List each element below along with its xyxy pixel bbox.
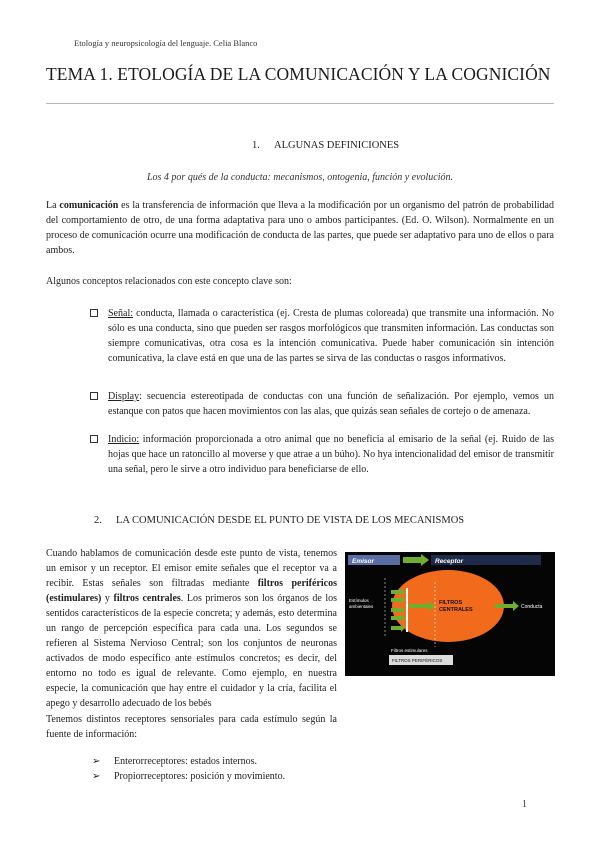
list-item-text: Enterorreceptores: estados internos. <box>114 756 258 767</box>
behaviour-label: Conducta <box>521 604 543 610</box>
central-filters-label-2: CENTRALES <box>439 607 473 613</box>
arrowhead-icon: ➢ <box>92 756 101 767</box>
section-1-number: 1. <box>252 140 260 151</box>
section-1-subtitle: Los 4 por qués de la conducta: mecanismos, ontogenia, función y evolución. <box>146 172 454 183</box>
para1-bold: comunicación <box>59 200 119 211</box>
page-title: TEMA 1. ETOLOGÍA DE LA COMUNICACIÓN Y LA COGNICIÓN <box>46 64 551 84</box>
central-filters-label-1: FILTROS <box>439 600 463 606</box>
running-header: Etología y neuropsicología del lenguaje. Celia Blanco <box>74 38 258 48</box>
checkbox-icon <box>90 392 98 400</box>
stimulus-filters-label: Filtros estimulares <box>391 648 428 653</box>
receptors-intro: Tenemos distintos receptores sensoriales para cada estímulo según la fuente de información: <box>46 714 337 740</box>
para1-pre: La <box>46 200 60 211</box>
page-number: 1 <box>522 799 527 810</box>
term-senal: Señal: <box>108 308 133 319</box>
arrowhead-icon: ➢ <box>92 771 101 782</box>
list-item-enteroreceptors <box>92 754 257 769</box>
list-item-text: Propiorreceptores: posición y movimiento. <box>114 771 286 782</box>
mech-bold-1: filtros periféricos (estimulares) <box>46 578 337 604</box>
checkbox-icon <box>90 435 98 443</box>
emisor-label: Emisor <box>352 558 375 565</box>
term-display: Display <box>108 391 140 402</box>
mech-bold-2: filtros centrales <box>113 593 181 604</box>
section-2-heading <box>94 515 464 526</box>
checkbox-icon <box>90 309 98 317</box>
communication-diagram <box>345 552 555 676</box>
bullet-display-body: : secuencia estereotipada de conductas con una función de señalización. Por ejemplo, vemos un estanque con patos que hacen movimientos con las alas, que quizás sean señales de cortejo o de amenaza. <box>108 391 554 417</box>
term-indicio: Indicio: <box>108 434 140 445</box>
peripheral-filter-bar <box>406 588 408 632</box>
bullet-senal-text <box>108 306 554 366</box>
peripheral-filters-label: FILTROS PERIFÉRICOS <box>392 658 443 663</box>
mech-p1: Cuando hablamos de comunicación desde este punto de vista, tenemos un emisor y un receptor. El emisor emite señales que el receptor va a recibir. Estas señales son filtradas mediante <box>46 548 337 589</box>
definition-paragraph <box>46 198 554 258</box>
mech-p2: y <box>101 593 114 604</box>
stimuli-label-2: ambientales <box>349 604 374 609</box>
mech-p3: . Los primeros son los órganos de los sentidos característicos de la especie concreta; y además, esto determina un rango de percepción específica para cada una. Los segundos se refieren al Sistema Nervioso Central; son los conjuntos de neuronas activados de modo específico ante estímulos concretos; es decir, del entorno no todo es igual de relevante. Como ejemplo, en nuestra especie, la comunicación que hay entre el cuidador y la cría, facilita el apego y desarrollo adecuado de los bebés <box>46 593 338 709</box>
central-filters-ellipse <box>392 570 504 642</box>
section-1-title: ALGUNAS DEFINICIONES <box>274 140 400 151</box>
title-divider <box>46 103 554 104</box>
section-2-number: 2. <box>94 515 102 526</box>
bullet-indicio-text <box>108 432 554 477</box>
bullet-display-text <box>108 389 554 419</box>
concepts-intro: Algunos conceptos relacionados con este concepto clave son: <box>46 276 292 287</box>
stimuli-label-1: Estímulos <box>349 598 369 603</box>
list-item-proprioceptors <box>92 769 285 784</box>
section-2-title: LA COMUNICACIÓN DESDE EL PUNTO DE VISTA DE LOS MECANISMOS <box>116 515 465 526</box>
section-1-heading <box>252 140 399 151</box>
bullet-indicio-body: información proporcionada a otro animal que no beneficia al emisario de la señal (ej. Ruido de las hojas que hace un ratoncillo al moverse y que atrae a un búho). No hya intencionalidad del emisor de transmitir una señal, pero le sirve a otro individuo para beneficiarse de ello. <box>108 434 554 475</box>
receptor-label: Receptor <box>435 558 464 565</box>
para1-post: es la transferencia de información que lleva a la modificación por un organismo del patrón de probabilidad del comportamiento de otro, de una forma adaptativa para uno o ambos participantes. (Ed. O. Wilson). Normalmente en un proceso de comunicación ocurre una modificación de conducta de las partes, que puede ser adaptativo para uno de ellos o para ambos. <box>46 200 554 256</box>
mechanisms-paragraph <box>46 546 337 711</box>
bullet-senal-body: conducta, llamada o característica (ej. Cresta de plumas coloreada) que transmite una información. No sólo es una conducta, sino que pueden ser rasgos morfológicos que transmiten información. Las conductas son siempre comunicativas, otra cosa es la intención comunicativa. Puede haber comunicación sin intención comunicativa, la clave está en que una de las partes se sirva de las conductas o rasgos informativos. <box>108 308 554 364</box>
